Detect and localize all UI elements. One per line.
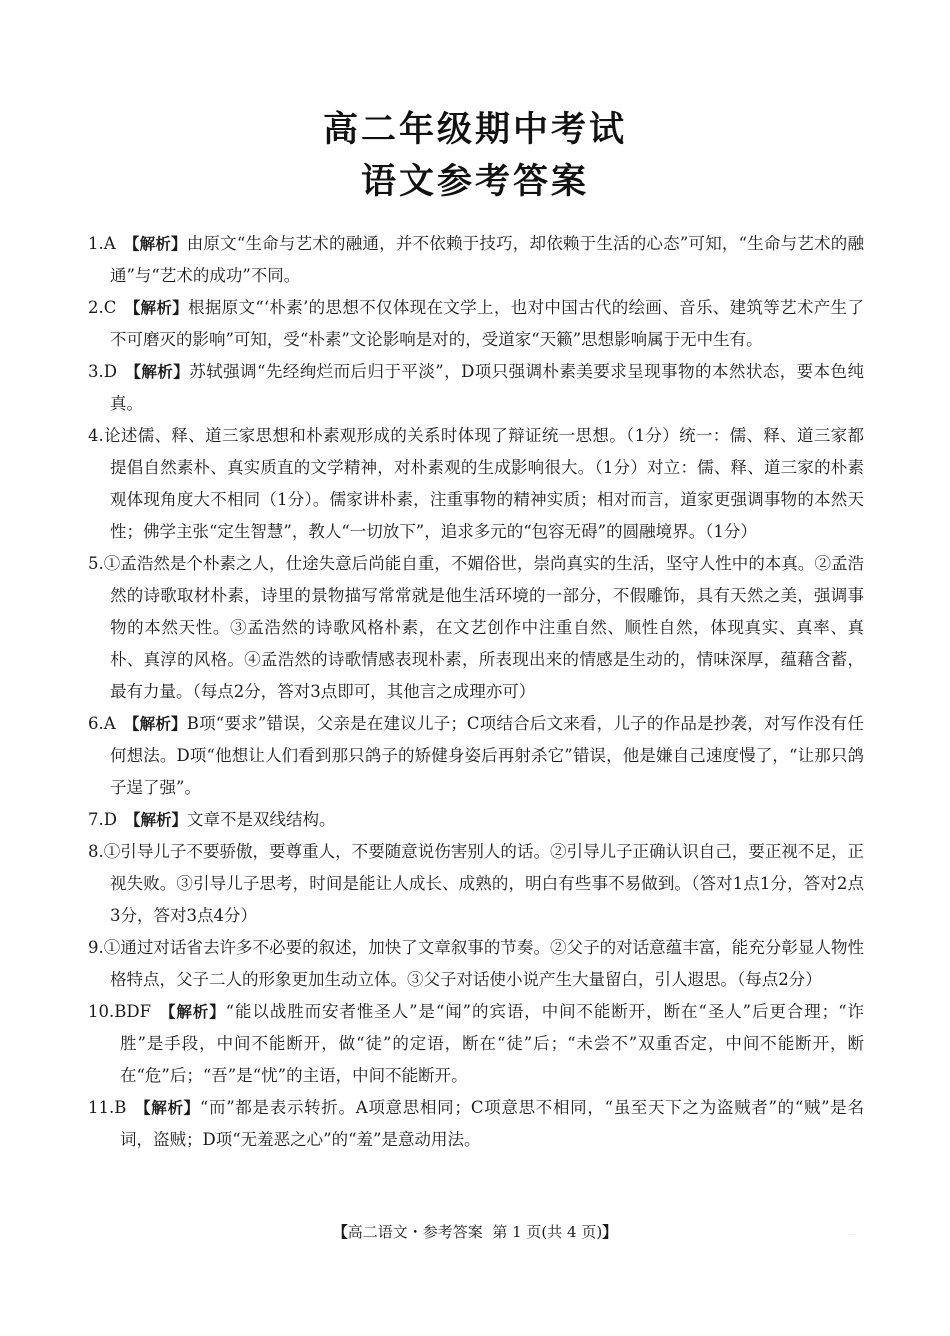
analysis-tag: 【解析】 [123,715,187,733]
item-text: B项“要求”错误，父亲是在建议儿子；C项结合后文来看，儿子的作品是抄袭，对写作没有任何想法。D项“他想让人们看到那只鸽子的矫健身姿后再射杀它”错误，他是嫌自己速度慢了，“让那只鸽子逞了强”。 [110,714,864,797]
item-number: 4. [88,426,104,445]
corner-mark: ... [848,1230,857,1237]
analysis-tag: 【解析】 [123,235,187,253]
answer-list [88,228,864,1156]
item-text: 论述儒、释、道三家思想和朴素观形成的关系时体现了辩证统一思想。（1分）统一：儒、释、道三家都提倡自然素朴、真实质直的文学精神，对朴素观的生成影响很大。（1分）对立：儒、释、道三家的朴素观体现角度大不相同（1分）。儒家讲朴素，注重事物的精神实质；相对而言，道家更强调事物的本然天性；佛学主张“定生智慧”，教人“一切放下”，追求多元的“包容无碍”的圆融境界。（1分） [103,426,864,541]
item-text: ①孟浩然是个朴素之人，仕途失意后尚能自重，不媚俗世，崇尚真实的生活，坚守人性中的本真。②孟浩然的诗歌取材朴素，诗里的景物描写常常就是他生活环境的一部分，不假雕饰，具有天然之美，强调事物的本然天性。③孟浩然的诗歌风格朴素，在文艺创作中注重自然、顺性自然，体现真实、真率、真朴、真淳的风格。④孟浩然的诗歌情感表现朴素，所表现出来的情感是生动的，情味深厚，蕴藉含蓄，最有力量。（每点2分，答对3点即可，其他言之成理亦可） [103,554,864,701]
answer-item-2 [88,292,864,356]
item-number: 6. [88,714,104,733]
item-text: 文章不是双线结构。 [187,810,336,829]
item-number: 1. [88,234,104,253]
answer-item-9 [88,932,864,996]
analysis-tag: 【解析】 [134,1099,200,1117]
analysis-tag: 【解析】 [124,299,189,317]
item-number: 2. [88,298,104,317]
page-footer [0,1221,950,1242]
answer-item-3 [88,356,864,420]
item-number: 3. [88,362,104,381]
answer-item-4 [88,420,864,548]
item-number: 5. [88,554,104,573]
analysis-tag: 【解析】 [159,1003,226,1021]
item-text: 苏轼强调“先经绚烂而后归于平淡”，D项只强调朴素美要求呈现事物的本然状态，要本色纯真。 [110,362,864,413]
item-answer: D [103,362,117,381]
answer-item-6 [88,708,864,804]
item-number: 8. [88,842,104,861]
item-answer: D [103,810,117,829]
item-text: ①通过对话省去许多不必要的叙述，加快了文章叙事的节奏。②父子的对话意蕴丰富，能充分彰显人物性格特点，父子二人的形象更加生动立体。③父子对话使小说产生大量留白，引人遐思。（每点2分） [103,938,864,989]
item-text: ①引导儿子不要骄傲，要尊重人，不要随意说伤害别人的话。②引导儿子正确认识自己，要正视不足，正视失败。③引导儿子思考，时间是能让人成长、成熟的，明白有些事不易做到。（答对1点1分，答对2点3分，答对3点4分） [103,842,864,925]
item-answer: A [103,714,116,733]
answer-item-5 [88,548,864,708]
answer-item-8 [88,836,864,932]
item-answer: A [103,234,116,253]
page-title: 高二年级期中考试 [322,110,627,150]
item-text: 由原文“生命与艺术的融通，并不依赖于技巧，却依赖于生活的心态”可知，“生命与艺术的融通”与“艺术的成功”不同。 [110,234,864,285]
footer-page-number: 第 1 页(共 4 页) [492,1223,603,1241]
answer-item-10 [88,996,864,1092]
page-subtitle: 语文参考答案 [360,162,589,202]
footer-label: 高二语文・参考答案 [347,1223,483,1241]
item-number: 11. [88,1098,115,1117]
item-text: “能以战胜而安者惟圣人”是“闻”的宾语，中间不能断开，断在“圣人”后更合理；“诈胜”是手段，中间不能断开，做“徒”的定语，断在“徒”后；“未尝不”双重否定，中间不能断开，断在“危”后；“吾”是“忧”的主语，中间不能断开。 [120,1002,864,1085]
item-answer: C [103,298,117,317]
item-text: 根据原文“‘朴素’的思想不仅体现在文学上，也对中国古代的绘画、音乐、建筑等艺术产生了不可磨灭的影响”可知，受“朴素”文论影响是对的，受道家“天籁”思想影响属于无中生有。 [110,298,864,349]
item-number: 7. [88,810,104,829]
answer-item-7 [88,804,864,836]
footer-open-bracket: 【 [332,1223,348,1241]
item-number: 10. [88,1002,115,1021]
answer-item-1 [88,228,864,292]
analysis-tag: 【解析】 [124,363,190,381]
item-number: 9. [88,938,104,957]
footer-close-bracket: 】 [602,1223,618,1241]
item-answer: B [114,1098,127,1117]
item-answer: BDF [114,1002,152,1021]
analysis-tag: 【解析】 [124,811,187,829]
answer-item-11 [88,1092,864,1156]
item-text: “而”都是表示转折。A项意思相同；C项意思不相同，“虽至天下之为盗贼者”的“贼”是名词，盗贼；D项“无羞恶之心”的“羞”是意动用法。 [120,1098,864,1149]
